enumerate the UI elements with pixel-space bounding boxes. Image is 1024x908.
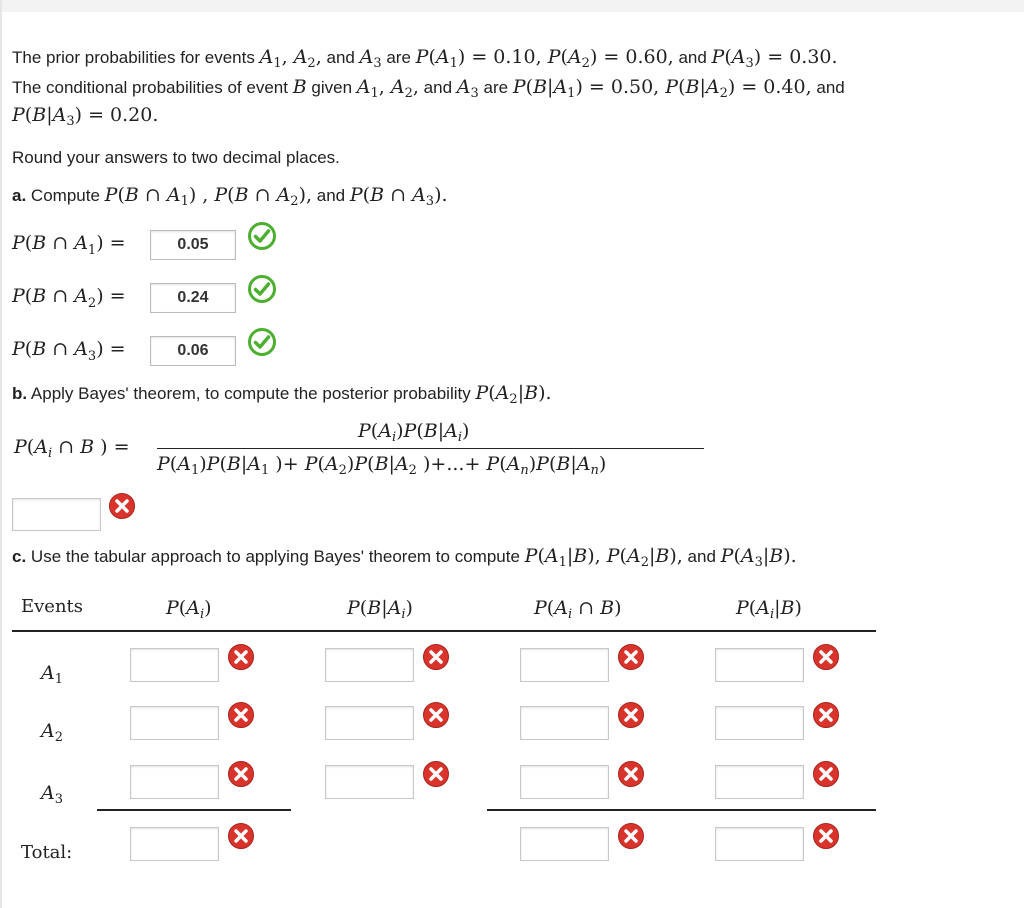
check-circle-icon (247, 327, 277, 357)
x-circle-icon (226, 642, 256, 672)
intro-and-2: and (678, 48, 707, 67)
x-circle-icon (421, 700, 451, 730)
total-rule-joint-posterior (487, 809, 876, 811)
row-label-total: Total: (21, 842, 73, 863)
answer-a2-conditional[interactable] (325, 706, 414, 740)
x-circle-icon (616, 642, 646, 672)
bayes-lhs: $P(A_i$ ∩ B ) = (14, 436, 130, 461)
header-p-ai-given-b: $P(A_i|B)$ (736, 597, 802, 622)
answer-posterior-a2[interactable] (12, 498, 101, 531)
bayes-denominator: $P(A_1)P(B|A_1$ )+ $P(A_2)P(B|A_2$ )+...+ $P(A_n)P(B|A_n)$ (157, 453, 607, 478)
answer-a3-prior[interactable] (130, 765, 219, 799)
header-p-ai: $P(A_i)$ (166, 597, 212, 622)
part-c-and: and (687, 547, 716, 566)
header-p-ai-and-b: $P(A_i$ ∩ B) (534, 597, 622, 622)
intro-are-2: are (483, 78, 509, 97)
answer-a2-joint[interactable] (520, 706, 609, 740)
header-rule (12, 630, 876, 632)
part-a-and: and (316, 186, 346, 205)
part-a-text: Compute (30, 186, 100, 205)
answer-a1-conditional[interactable] (325, 648, 414, 682)
part-c-prompt: c. Use the tabular approach to applying Bayes' theorem to compute $P(A_1|B)$, $P(A_2|B)$, and $P(A_3|B)$. (12, 545, 797, 570)
answer-a3-posterior[interactable] (715, 765, 804, 799)
check-circle-icon (247, 221, 277, 251)
x-circle-icon (811, 821, 841, 851)
part-a-prompt: a. Compute P(B ∩ $A_1$) , P(B ∩ $A_2$), and P(B ∩ $A_3$). (12, 184, 448, 209)
answer-a1-posterior[interactable] (715, 648, 804, 682)
answer-p-b-and-a2[interactable]: 0.24 (150, 283, 236, 313)
x-circle-icon (811, 700, 841, 730)
check-circle-icon (247, 274, 277, 304)
header-events: Events (21, 596, 84, 617)
prior-a2: = 0.60, (603, 46, 674, 68)
part-a-label: a. (12, 186, 27, 205)
top-border (0, 0, 1024, 12)
p-b-and-a3-label: P(B ∩ $A_3$) = (12, 338, 126, 364)
answer-p-b-and-a1[interactable]: 0.05 (150, 230, 236, 260)
intro-text-2: The conditional probabilities of event (12, 78, 288, 97)
cond-b-a3: = 0.20. (88, 104, 159, 126)
answer-total-posterior[interactable] (715, 827, 804, 861)
answer-a2-posterior[interactable] (715, 706, 804, 740)
answer-total-joint[interactable] (520, 827, 609, 861)
row-label-a2: $A_2$ (41, 720, 64, 745)
answer-a2-prior[interactable] (130, 706, 219, 740)
prior-a1: = 0.10, (471, 46, 542, 68)
x-circle-icon (616, 700, 646, 730)
prior-a3: = 0.30. (767, 46, 838, 68)
intro-and-3: and (423, 78, 453, 97)
intro-line-1: The prior probabilities for events $A_1$, $A_2$, and $A_3$ are $P(A_1) = 0.10$, $P(A_2) = 0.60$, and $P(A_3) = 0.30$. (12, 46, 838, 71)
part-b-label: b. (12, 384, 28, 403)
x-circle-icon (421, 759, 451, 789)
x-circle-icon (421, 642, 451, 672)
intro-are: are (386, 48, 411, 67)
total-rule-prior (97, 809, 291, 811)
cond-b-a2: = 0.40, (741, 76, 812, 98)
p-b-and-a2-label: P(B ∩ $A_2$) = (12, 285, 126, 311)
intro-line-3: $P(B|A_3) = 0.20$. (12, 104, 159, 129)
x-circle-icon (811, 759, 841, 789)
answer-a3-conditional[interactable] (325, 765, 414, 799)
part-b-text: Apply Bayes' theorem, to compute the posterior probability (30, 384, 471, 403)
fraction-line (157, 448, 704, 449)
intro-line-2: The conditional probabilities of event B given $A_1$, $A_2$, and $A_3$ are $P(B|A_1) = 0.50$, $P(B|A_2) = 0.40$, and (12, 76, 845, 101)
cond-b-a1: = 0.50, (588, 76, 660, 98)
row-label-a3: $A_3$ (41, 782, 64, 807)
intro-given: given (311, 78, 353, 97)
p-b-and-a1-label: P(B ∩ $A_1$) = (12, 232, 126, 258)
x-circle-icon (226, 759, 256, 789)
x-circle-icon (107, 491, 137, 521)
answer-p-b-and-a3[interactable]: 0.06 (150, 336, 236, 366)
x-circle-icon (226, 821, 256, 851)
x-circle-icon (616, 759, 646, 789)
x-circle-icon (811, 642, 841, 672)
answer-a1-joint[interactable] (520, 648, 609, 682)
intro-text: The prior probabilities for events (12, 48, 255, 67)
x-circle-icon (226, 700, 256, 730)
bayes-numerator: $P(A_i)P(B|A_i)$ (358, 420, 470, 445)
header-p-b-given-ai: $P(B|A_i)$ (347, 597, 413, 622)
answer-a1-prior[interactable] (130, 648, 219, 682)
intro-and-4: and (816, 78, 845, 97)
part-b-prompt: b. Apply Bayes' theorem, to compute the posterior probability $P(A_2|B)$. (12, 382, 552, 407)
answer-total-prior[interactable] (130, 827, 219, 861)
left-border (0, 0, 2, 908)
intro-and: and (326, 48, 355, 67)
round-note: Round your answers to two decimal places. (12, 148, 340, 167)
part-c-label: c. (12, 547, 27, 566)
row-label-a1: $A_1$ (41, 662, 64, 687)
x-circle-icon (616, 821, 646, 851)
part-c-text: Use the tabular approach to applying Bayes' theorem to compute (30, 547, 520, 566)
answer-a3-joint[interactable] (520, 765, 609, 799)
